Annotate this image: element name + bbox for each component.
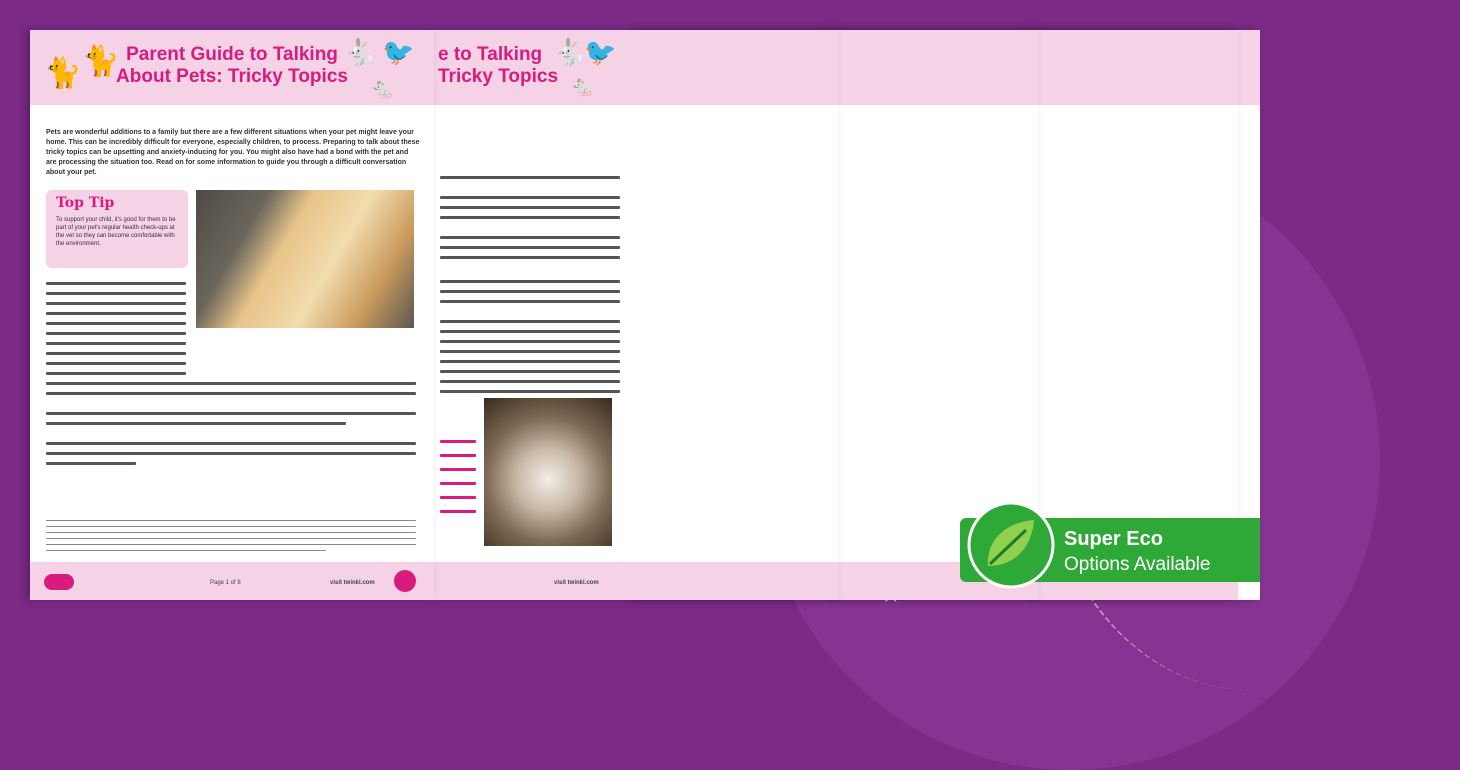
- quote-line: [440, 440, 476, 443]
- quote-line: [440, 468, 476, 471]
- footnote-line: [46, 520, 416, 521]
- leaf-icon: [966, 500, 1056, 590]
- top-tip-text: To support your child, it's good for them to be part of your pet's regular health check-ups at the vet so they can become comfortable with the environment.: [56, 217, 176, 247]
- document-page-2: [434, 30, 838, 600]
- text-line: [46, 332, 186, 335]
- text-line: [440, 380, 620, 383]
- text-line: [440, 340, 620, 343]
- text-line: [46, 462, 136, 465]
- quote-line: [440, 454, 476, 457]
- mouse-icon: 🐁: [570, 74, 595, 98]
- text-line: [46, 292, 186, 295]
- text-line: [440, 350, 620, 353]
- footer-url: visit twinkl.com: [554, 580, 599, 586]
- text-line: [440, 256, 620, 259]
- text-line: [46, 382, 416, 385]
- page-footer: [434, 562, 838, 600]
- page-number: Page 1 of 8: [210, 580, 241, 586]
- text-line: [440, 216, 620, 219]
- document-page-1: [30, 30, 434, 600]
- text-line: [440, 246, 620, 249]
- text-line: [46, 442, 416, 445]
- intro-paragraph: Pets are wonderful additions to a family but there are a few different situations when your pet might leave your home. This can be incredibly difficult for everyone, especially children, to process. Preparing to talk about these tricky topics can be upsetting and anxiety-inducing for you. You might also have had a bond with the pet and are processing the situation too. Read on for some information to guide you through a difficult conversation about your pet.: [46, 129, 420, 176]
- eco-subtitle: Options Available: [1064, 554, 1211, 575]
- text-line: [46, 352, 186, 355]
- text-line: [440, 370, 620, 373]
- quote-line: [440, 482, 476, 485]
- text-line: [46, 362, 186, 365]
- badge-icon: [394, 570, 416, 592]
- footnote-line: [46, 532, 416, 533]
- text-line: [440, 176, 620, 179]
- text-line: [46, 282, 186, 285]
- top-tip-title: Top Tip: [56, 195, 115, 211]
- text-line: [46, 302, 186, 305]
- footnote-line: [46, 544, 416, 545]
- mouse-icon: 🐁: [370, 76, 395, 100]
- text-line: [46, 422, 346, 425]
- cat-icon: 🐈: [44, 56, 82, 91]
- quote-line: [440, 510, 476, 513]
- text-line: [440, 330, 620, 333]
- eco-title: Super Eco: [1064, 528, 1163, 550]
- text-line: [440, 320, 620, 323]
- rabbit-icon: 🐇: [344, 38, 377, 68]
- kitten-photo: [484, 398, 612, 546]
- text-line: [440, 390, 620, 393]
- text-line: [46, 372, 186, 375]
- parrot-icon: 🐦: [584, 38, 617, 68]
- footer-url: visit twinkl.com: [330, 580, 375, 586]
- parrot-icon: 🐦: [382, 38, 415, 68]
- text-line: [46, 322, 186, 325]
- text-line: [46, 392, 416, 395]
- text-line: [440, 300, 620, 303]
- text-line: [46, 452, 416, 455]
- labrador-photo: [196, 190, 414, 328]
- footnote-line: [46, 538, 416, 539]
- quote-line: [440, 496, 476, 499]
- text-line: [440, 196, 620, 199]
- text-line: [440, 280, 620, 283]
- text-line: [440, 290, 620, 293]
- twinkl-logo: [44, 574, 74, 590]
- text-line: [46, 342, 186, 345]
- text-line: [440, 360, 620, 363]
- cat-icon: 🐈: [82, 44, 120, 79]
- page-footer: [30, 562, 434, 600]
- page-title: e to Talking Tricky Topics: [438, 44, 559, 87]
- text-line: [46, 412, 416, 415]
- text-line: [440, 236, 620, 239]
- text-line: [46, 312, 186, 315]
- footnote-line: [46, 550, 326, 551]
- footnote-line: [46, 526, 416, 527]
- top-tip-box: [46, 190, 188, 268]
- rabbit-icon: 🐇: [554, 38, 587, 68]
- page-title: Parent Guide to Talking About Pets: Tricky Topics: [116, 44, 348, 87]
- text-line: [440, 206, 620, 209]
